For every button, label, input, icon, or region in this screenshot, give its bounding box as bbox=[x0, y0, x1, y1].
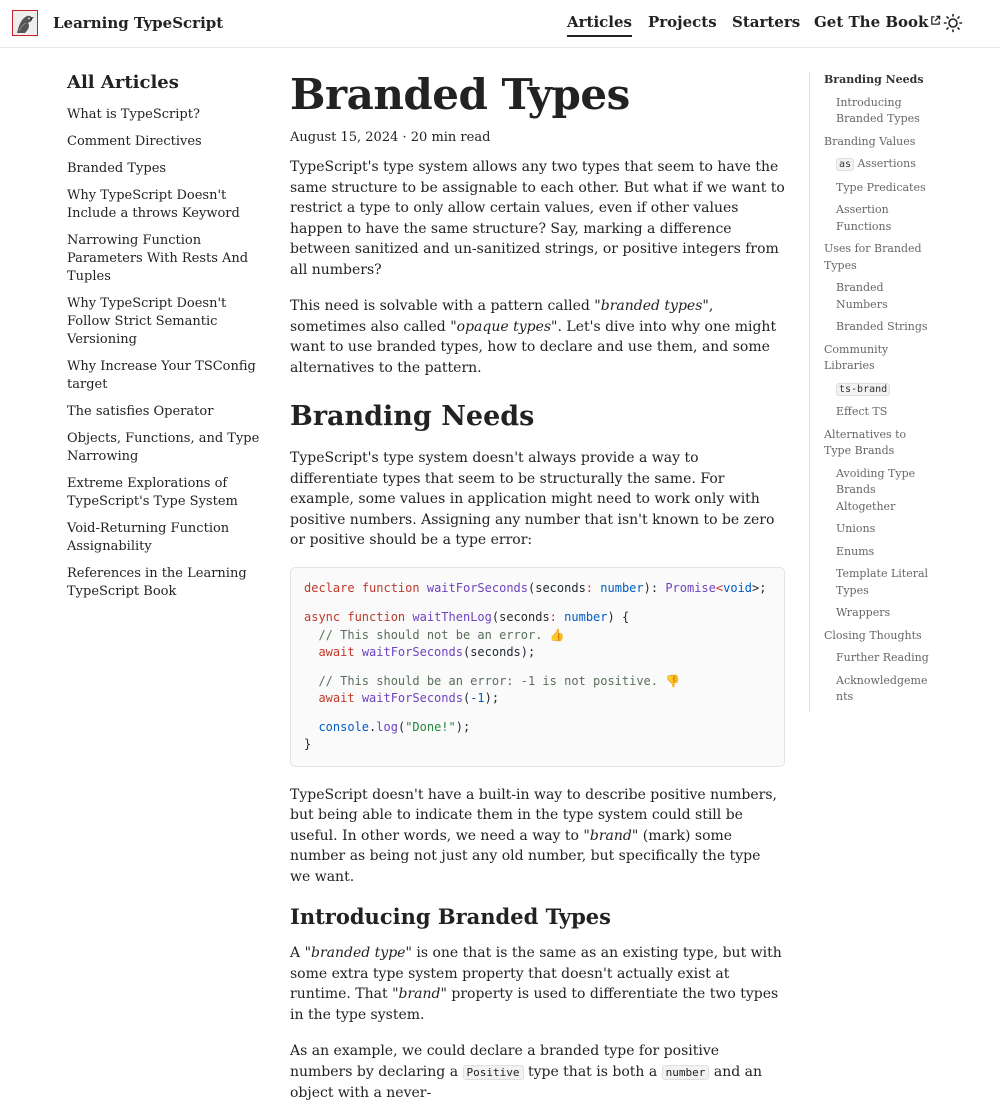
inline-code: as bbox=[836, 158, 854, 171]
sidebar-item-comment-directives[interactable]: Comment Directives bbox=[67, 134, 202, 149]
code-line: async function waitThenLog(seconds: number) { bbox=[304, 610, 630, 624]
intro-paragraph: TypeScript's type system allows any two types that seem to have the same structure to be assignable to each other. But what if we want to restrict a type to only allow certain values, even if other values happen to have the same structure? Say, marking a difference between sanitized and un-sanitized strings, or positive integers from all numbers? bbox=[290, 159, 785, 278]
toc-item-template-literal-types[interactable]: Template Literal Types bbox=[836, 567, 929, 597]
sidebar-item-narrowing-rests-tuples[interactable]: Narrowing Function Parameters With Rests And Tuples bbox=[67, 233, 249, 284]
toc-item-branded-numbers[interactable]: Branded Numbers bbox=[836, 281, 888, 311]
sidebar-title: All Articles bbox=[67, 72, 179, 93]
code-line: } bbox=[304, 737, 312, 751]
toc-item-type-predicates[interactable]: Type Predicates bbox=[836, 180, 926, 194]
toc-item-assertion-functions[interactable]: Assertion Functions bbox=[836, 203, 892, 233]
code-block[interactable] bbox=[290, 567, 785, 767]
text-span: is one that is the same as an existing type, but with some extra type system property that doesn't actually exist at runtime. That bbox=[290, 945, 782, 1002]
sidebar-item-what-is-typescript[interactable]: What is TypeScript? bbox=[67, 107, 200, 122]
heading-introducing-branded-types: Introducing Branded Types bbox=[290, 904, 611, 929]
toc-item-further-reading[interactable]: Further Reading bbox=[836, 651, 929, 664]
articles-sidebar bbox=[67, 72, 267, 610]
text-span: (mark) some number as being not just any old number, but specifically the type we want. bbox=[290, 827, 761, 885]
toc-item-community-libraries[interactable]: Community Libraries bbox=[824, 342, 889, 372]
text-span: property is used to differentiate the two types in the type system. bbox=[290, 986, 779, 1023]
inline-code: number bbox=[662, 1065, 710, 1080]
paragraph-branded-type-definition bbox=[290, 943, 785, 1025]
toc-item-branding-values[interactable]: Branding Values bbox=[824, 134, 916, 148]
paragraph-branding-needs: TypeScript's type system doesn't always provide a way to differentiate types that seem to be structurally the same. For example, some values in application might need to work only with positive numbers. Assigning any number that isn't known to be zero or positive should be a type error: bbox=[290, 450, 775, 548]
paragraph-positive-example bbox=[290, 1041, 785, 1104]
nav-get-the-book-label: Get The Book bbox=[814, 13, 929, 31]
theme-toggle-sun-icon[interactable] bbox=[943, 13, 963, 33]
article-meta: August 15, 2024 · 20 min read bbox=[290, 130, 491, 145]
text-span: . Let's dive into why one might want to use branded types, how to declare and use them, and some alternatives to the pattern. bbox=[290, 318, 777, 376]
table-of-contents bbox=[809, 72, 934, 712]
toc-item-unions[interactable]: Unions bbox=[836, 522, 876, 535]
text-span: TypeScript doesn't have a built-in way to describe positive numbers, but being able to indicate them in the type system could still be useful. In other words, we need a way to bbox=[290, 786, 777, 844]
nav-get-the-book[interactable] bbox=[814, 13, 941, 31]
sidebar-item-throws-keyword[interactable]: Why TypeScript Doesn't Include a throws Keyword bbox=[67, 188, 240, 221]
toc-item-effect-ts[interactable]: Effect TS bbox=[836, 405, 888, 418]
toc-item-alternatives[interactable]: Alternatives to Type Brands bbox=[824, 427, 907, 457]
sidebar-item-book-references[interactable]: References in the Learning TypeScript Book bbox=[67, 566, 247, 599]
paragraph-brand-numbers bbox=[290, 785, 785, 888]
text-span: , sometimes also called bbox=[290, 298, 714, 335]
article bbox=[290, 70, 785, 1120]
paragraph-branded-types-pattern bbox=[290, 296, 785, 378]
toc-item-wrappers[interactable]: Wrappers bbox=[836, 606, 891, 619]
code-line: console.log("Done!"); bbox=[318, 719, 471, 734]
text-span: As an example, we could declare a branded type for positive numbers by declaring a bbox=[290, 1043, 720, 1080]
external-link-icon bbox=[930, 15, 941, 26]
code-line: declare function waitForSeconds(seconds: number): Promise<void>; bbox=[304, 580, 767, 595]
bird-logo-icon bbox=[13, 11, 37, 35]
toc-item-avoiding-brands[interactable]: Avoiding Type Brands Altogether bbox=[836, 466, 916, 513]
toc-item-uses-for-branded-types[interactable]: Uses for Branded Types bbox=[824, 242, 922, 272]
toc-item-branded-strings[interactable]: Branded Strings bbox=[836, 320, 928, 333]
inline-code: Positive bbox=[463, 1065, 524, 1080]
sidebar-item-semantic-versioning[interactable]: Why TypeScript Doesn't Follow Strict Semantic Versioning bbox=[67, 296, 227, 347]
text-span: This need is solvable with a pattern called bbox=[290, 298, 595, 314]
sidebar-item-extreme-explorations[interactable]: Extreme Explorations of TypeScript's Type System bbox=[67, 476, 238, 509]
site-logo[interactable] bbox=[12, 10, 38, 36]
emphasis: "brand" bbox=[583, 827, 639, 844]
code-line: await waitForSeconds(-1); bbox=[318, 691, 500, 705]
articles-list bbox=[67, 106, 267, 601]
sidebar-item-tsconfig-target[interactable]: Why Increase Your TSConfig target bbox=[67, 359, 256, 392]
code-line: await waitForSeconds(seconds); bbox=[318, 645, 536, 659]
emphasis: "brand" bbox=[392, 986, 447, 1002]
toc-item-ts-brand[interactable] bbox=[824, 381, 934, 399]
site-header bbox=[0, 0, 1000, 48]
sidebar-item-void-returning[interactable]: Void-Returning Function Assignability bbox=[67, 521, 230, 554]
sidebar-item-satisfies-operator[interactable]: The satisfies Operator bbox=[67, 404, 214, 419]
sidebar-item-type-narrowing[interactable]: Objects, Functions, and Type Narrowing bbox=[67, 431, 260, 464]
nav-projects[interactable]: Projects bbox=[648, 13, 717, 31]
inline-code: ts-brand bbox=[836, 383, 890, 396]
nav-starters[interactable]: Starters bbox=[732, 13, 801, 31]
toc-item-closing-thoughts[interactable]: Closing Thoughts bbox=[824, 628, 922, 642]
emphasis: "branded type" bbox=[304, 945, 412, 961]
page-title: Branded Types bbox=[290, 70, 630, 119]
toc-item-acknowledgements[interactable]: Acknowledgements bbox=[836, 673, 928, 703]
emphasis: "branded types" bbox=[594, 298, 709, 314]
nav-articles[interactable]: Articles bbox=[567, 13, 632, 37]
toc-item-introducing-branded-types[interactable]: Introducing Branded Types bbox=[836, 95, 920, 125]
code-line: // This should not be an error. 👍 bbox=[318, 627, 565, 642]
toc-item-as-assertions[interactable] bbox=[824, 156, 934, 174]
sidebar-item-branded-types[interactable]: Branded Types bbox=[67, 161, 167, 176]
toc-item-branding-needs[interactable]: Branding Needs bbox=[824, 73, 924, 86]
text-span: type that is both a bbox=[523, 1063, 662, 1080]
toc-item-label: Assertions bbox=[857, 157, 916, 170]
text-span: A bbox=[290, 945, 305, 961]
text-span: and an object with a never- bbox=[290, 1063, 762, 1101]
site-title[interactable]: Learning TypeScript bbox=[53, 14, 224, 32]
code-line: // This should be an error: -1 is not positive. 👎 bbox=[318, 673, 681, 688]
emphasis: "opaque types" bbox=[450, 318, 558, 335]
heading-branding-needs: Branding Needs bbox=[290, 401, 535, 432]
toc-item-enums[interactable]: Enums bbox=[836, 544, 875, 558]
